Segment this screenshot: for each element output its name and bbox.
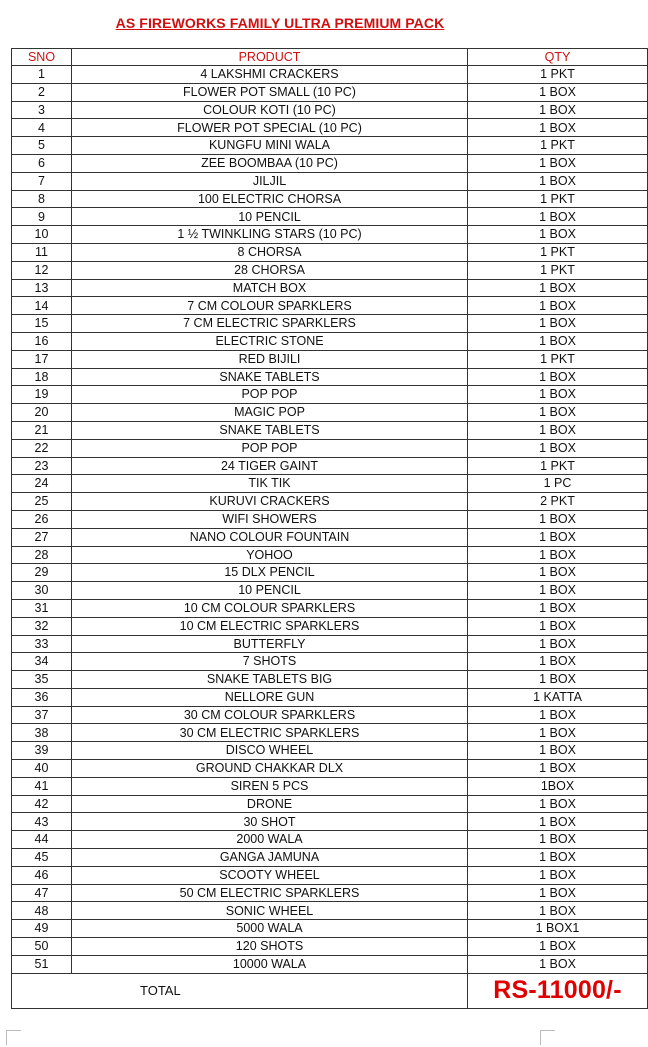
cell-sno: 36 bbox=[12, 688, 72, 706]
cell-qty: 1BOX bbox=[468, 777, 648, 795]
cell-qty: 1 BOX bbox=[468, 172, 648, 190]
cell-qty: 1 BOX bbox=[468, 315, 648, 333]
cell-product: YOHOO bbox=[72, 546, 468, 564]
cell-product: DISCO WHEEL bbox=[72, 742, 468, 760]
cell-qty: 1 PKT bbox=[468, 261, 648, 279]
cell-qty: 1 BOX bbox=[468, 279, 648, 297]
table-row bbox=[12, 279, 648, 297]
cell-product: SNAKE TABLETS bbox=[72, 368, 468, 386]
table-row bbox=[12, 564, 648, 582]
cell-product: 8 CHORSA bbox=[72, 243, 468, 261]
cell-sno: 30 bbox=[12, 582, 72, 600]
table-row bbox=[12, 831, 648, 849]
cell-qty: 1 PKT bbox=[468, 457, 648, 475]
cell-qty: 1 BOX bbox=[468, 582, 648, 600]
cell-sno: 18 bbox=[12, 368, 72, 386]
cell-qty: 1 BOX bbox=[468, 404, 648, 422]
table-row bbox=[12, 528, 648, 546]
table-row bbox=[12, 795, 648, 813]
cell-sno: 1 bbox=[12, 66, 72, 84]
cell-product: 15 DLX PENCIL bbox=[72, 564, 468, 582]
cell-product: KUNGFU MINI WALA bbox=[72, 137, 468, 155]
cell-sno: 32 bbox=[12, 617, 72, 635]
table-row bbox=[12, 439, 648, 457]
table-row bbox=[12, 350, 648, 368]
total-row bbox=[12, 973, 648, 1008]
cell-qty: 2 PKT bbox=[468, 493, 648, 511]
table-body bbox=[12, 66, 648, 974]
cell-product: SONIC WHEEL bbox=[72, 902, 468, 920]
cell-qty: 1 BOX bbox=[468, 902, 648, 920]
cell-sno: 46 bbox=[12, 866, 72, 884]
table-row bbox=[12, 777, 648, 795]
cell-product: GANGA JAMUNA bbox=[72, 849, 468, 867]
cell-qty: 1 BOX bbox=[468, 297, 648, 315]
cell-sno: 50 bbox=[12, 938, 72, 956]
cell-product: POP POP bbox=[72, 439, 468, 457]
table-row bbox=[12, 688, 648, 706]
cell-product: 10 PENCIL bbox=[72, 582, 468, 600]
table-row bbox=[12, 653, 648, 671]
table-row bbox=[12, 546, 648, 564]
cell-qty: 1 BOX bbox=[468, 546, 648, 564]
cell-qty: 1 BOX bbox=[468, 635, 648, 653]
table-row bbox=[12, 510, 648, 528]
cell-qty: 1 BOX bbox=[468, 332, 648, 350]
cell-product: SCOOTY WHEEL bbox=[72, 866, 468, 884]
cell-product: MAGIC POP bbox=[72, 404, 468, 422]
table-row bbox=[12, 760, 648, 778]
cell-qty: 1 BOX bbox=[468, 938, 648, 956]
cell-qty: 1 BOX bbox=[468, 564, 648, 582]
crop-mark-right bbox=[540, 1030, 555, 1045]
cell-sno: 9 bbox=[12, 208, 72, 226]
table-row bbox=[12, 261, 648, 279]
cell-sno: 28 bbox=[12, 546, 72, 564]
cell-sno: 2 bbox=[12, 83, 72, 101]
cell-sno: 15 bbox=[12, 315, 72, 333]
cell-product: 120 SHOTS bbox=[72, 938, 468, 956]
cell-qty: 1 BOX bbox=[468, 617, 648, 635]
table-row bbox=[12, 599, 648, 617]
cell-qty: 1 PKT bbox=[468, 350, 648, 368]
column-header-product: PRODUCT bbox=[72, 49, 468, 66]
cell-product: 4 LAKSHMI CRACKERS bbox=[72, 66, 468, 84]
table-row bbox=[12, 849, 648, 867]
cell-sno: 7 bbox=[12, 172, 72, 190]
cell-qty: 1 PC bbox=[468, 475, 648, 493]
cell-qty: 1 BOX bbox=[468, 510, 648, 528]
cell-product: 10 CM COLOUR SPARKLERS bbox=[72, 599, 468, 617]
cell-product: 10 PENCIL bbox=[72, 208, 468, 226]
cell-sno: 27 bbox=[12, 528, 72, 546]
cell-sno: 40 bbox=[12, 760, 72, 778]
cell-product: DRONE bbox=[72, 795, 468, 813]
cell-qty: 1 BOX bbox=[468, 795, 648, 813]
cell-qty: 1 BOX bbox=[468, 528, 648, 546]
cell-sno: 24 bbox=[12, 475, 72, 493]
cell-qty: 1 BOX bbox=[468, 831, 648, 849]
cell-sno: 13 bbox=[12, 279, 72, 297]
cell-product: 100 ELECTRIC CHORSA bbox=[72, 190, 468, 208]
product-table bbox=[11, 48, 648, 1009]
cell-qty: 1 PKT bbox=[468, 190, 648, 208]
cell-qty: 1 BOX bbox=[468, 119, 648, 137]
cell-sno: 6 bbox=[12, 154, 72, 172]
cell-sno: 44 bbox=[12, 831, 72, 849]
cell-sno: 49 bbox=[12, 920, 72, 938]
total-label: TOTAL bbox=[12, 973, 468, 1008]
table-row bbox=[12, 706, 648, 724]
table-row bbox=[12, 154, 648, 172]
cell-qty: 1 BOX bbox=[468, 226, 648, 244]
cell-product: TIK TIK bbox=[72, 475, 468, 493]
table-row bbox=[12, 315, 648, 333]
cell-sno: 47 bbox=[12, 884, 72, 902]
cell-product: 5000 WALA bbox=[72, 920, 468, 938]
cell-product: 28 CHORSA bbox=[72, 261, 468, 279]
table-row bbox=[12, 172, 648, 190]
cell-qty: 1 PKT bbox=[468, 243, 648, 261]
table-row bbox=[12, 938, 648, 956]
cell-sno: 26 bbox=[12, 510, 72, 528]
cell-qty: 1 PKT bbox=[468, 66, 648, 84]
cell-product: 30 CM ELECTRIC SPARKLERS bbox=[72, 724, 468, 742]
cell-qty: 1 BOX bbox=[468, 599, 648, 617]
table-row bbox=[12, 813, 648, 831]
cell-sno: 10 bbox=[12, 226, 72, 244]
cell-product: COLOUR KOTI (10 PC) bbox=[72, 101, 468, 119]
cell-qty: 1 BOX bbox=[468, 83, 648, 101]
total-amount: RS-11000/- bbox=[468, 973, 648, 1008]
cell-product: 10 CM ELECTRIC SPARKLERS bbox=[72, 617, 468, 635]
cell-product: KURUVI CRACKERS bbox=[72, 493, 468, 511]
cell-sno: 43 bbox=[12, 813, 72, 831]
cell-qty: 1 BOX bbox=[468, 386, 648, 404]
cell-qty: 1 BOX bbox=[468, 955, 648, 973]
table-row bbox=[12, 119, 648, 137]
cell-product: 7 CM ELECTRIC SPARKLERS bbox=[72, 315, 468, 333]
cell-product: ZEE BOOMBAA (10 PC) bbox=[72, 154, 468, 172]
cell-sno: 25 bbox=[12, 493, 72, 511]
cell-qty: 1 BOX bbox=[468, 421, 648, 439]
table-row bbox=[12, 724, 648, 742]
cell-product: FLOWER POT SMALL (10 PC) bbox=[72, 83, 468, 101]
table-row bbox=[12, 297, 648, 315]
table-row bbox=[12, 955, 648, 973]
cell-product: MATCH BOX bbox=[72, 279, 468, 297]
cell-sno: 29 bbox=[12, 564, 72, 582]
table-header-row bbox=[12, 49, 648, 66]
cell-qty: 1 BOX bbox=[468, 760, 648, 778]
table-row bbox=[12, 83, 648, 101]
table-row bbox=[12, 493, 648, 511]
cell-product: ELECTRIC STONE bbox=[72, 332, 468, 350]
cell-product: BUTTERFLY bbox=[72, 635, 468, 653]
cell-sno: 33 bbox=[12, 635, 72, 653]
cell-sno: 31 bbox=[12, 599, 72, 617]
crop-mark-left bbox=[6, 1030, 21, 1045]
table-row bbox=[12, 101, 648, 119]
column-header-sno: SNO bbox=[12, 49, 72, 66]
cell-product: 2000 WALA bbox=[72, 831, 468, 849]
table-row bbox=[12, 671, 648, 689]
table-row bbox=[12, 208, 648, 226]
cell-sno: 38 bbox=[12, 724, 72, 742]
cell-sno: 39 bbox=[12, 742, 72, 760]
cell-product: 24 TIGER GAINT bbox=[72, 457, 468, 475]
table-row bbox=[12, 226, 648, 244]
cell-qty: 1 BOX bbox=[468, 671, 648, 689]
column-header-qty: QTY bbox=[468, 49, 648, 66]
cell-qty: 1 BOX bbox=[468, 724, 648, 742]
table-row bbox=[12, 421, 648, 439]
cell-sno: 20 bbox=[12, 404, 72, 422]
cell-qty: 1 BOX bbox=[468, 653, 648, 671]
table-row bbox=[12, 902, 648, 920]
table-row bbox=[12, 884, 648, 902]
table-row bbox=[12, 190, 648, 208]
cell-sno: 45 bbox=[12, 849, 72, 867]
table-row bbox=[12, 243, 648, 261]
cell-qty: 1 BOX bbox=[468, 208, 648, 226]
cell-qty: 1 BOX bbox=[468, 101, 648, 119]
cell-product: RED BIJILI bbox=[72, 350, 468, 368]
cell-qty: 1 BOX bbox=[468, 439, 648, 457]
table-row bbox=[12, 66, 648, 84]
table-row bbox=[12, 866, 648, 884]
table-row bbox=[12, 332, 648, 350]
cell-sno: 16 bbox=[12, 332, 72, 350]
cell-sno: 8 bbox=[12, 190, 72, 208]
cell-qty: 1 BOX bbox=[468, 849, 648, 867]
cell-product: NANO COLOUR FOUNTAIN bbox=[72, 528, 468, 546]
cell-qty: 1 BOX bbox=[468, 866, 648, 884]
cell-qty: 1 BOX bbox=[468, 368, 648, 386]
cell-product: FLOWER POT SPECIAL (10 PC) bbox=[72, 119, 468, 137]
cell-sno: 48 bbox=[12, 902, 72, 920]
table-row bbox=[12, 137, 648, 155]
cell-product: POP POP bbox=[72, 386, 468, 404]
table-row bbox=[12, 386, 648, 404]
table-row bbox=[12, 742, 648, 760]
cell-sno: 51 bbox=[12, 955, 72, 973]
cell-qty: 1 BOX bbox=[468, 706, 648, 724]
cell-product: 7 SHOTS bbox=[72, 653, 468, 671]
cell-sno: 34 bbox=[12, 653, 72, 671]
cell-product: 7 CM COLOUR SPARKLERS bbox=[72, 297, 468, 315]
cell-product: 50 CM ELECTRIC SPARKLERS bbox=[72, 884, 468, 902]
cell-qty: 1 BOX bbox=[468, 884, 648, 902]
table-row bbox=[12, 617, 648, 635]
cell-product: GROUND CHAKKAR DLX bbox=[72, 760, 468, 778]
cell-sno: 3 bbox=[12, 101, 72, 119]
cell-product: SIREN 5 PCS bbox=[72, 777, 468, 795]
cell-product: 30 SHOT bbox=[72, 813, 468, 831]
cell-product: 1 ½ TWINKLING STARS (10 PC) bbox=[72, 226, 468, 244]
cell-qty: 1 PKT bbox=[468, 137, 648, 155]
cell-product: JILJIL bbox=[72, 172, 468, 190]
cell-sno: 14 bbox=[12, 297, 72, 315]
cell-sno: 42 bbox=[12, 795, 72, 813]
cell-sno: 19 bbox=[12, 386, 72, 404]
cell-product: 30 CM COLOUR SPARKLERS bbox=[72, 706, 468, 724]
cell-sno: 11 bbox=[12, 243, 72, 261]
cell-sno: 12 bbox=[12, 261, 72, 279]
table-row bbox=[12, 635, 648, 653]
cell-product: 10000 WALA bbox=[72, 955, 468, 973]
cell-sno: 35 bbox=[12, 671, 72, 689]
cell-sno: 41 bbox=[12, 777, 72, 795]
cell-product: NELLORE GUN bbox=[72, 688, 468, 706]
table-row bbox=[12, 404, 648, 422]
cell-qty: 1 BOX bbox=[468, 813, 648, 831]
cell-sno: 17 bbox=[12, 350, 72, 368]
cell-sno: 5 bbox=[12, 137, 72, 155]
cell-sno: 22 bbox=[12, 439, 72, 457]
cell-qty: 1 KATTA bbox=[468, 688, 648, 706]
cell-product: SNAKE TABLETS BIG bbox=[72, 671, 468, 689]
cell-product: SNAKE TABLETS bbox=[72, 421, 468, 439]
cell-product: WIFI SHOWERS bbox=[72, 510, 468, 528]
table-row bbox=[12, 368, 648, 386]
cell-qty: 1 BOX bbox=[468, 154, 648, 172]
table-row bbox=[12, 582, 648, 600]
cell-sno: 23 bbox=[12, 457, 72, 475]
table-row bbox=[12, 920, 648, 938]
page-title: AS FIREWORKS FAMILY ULTRA PREMIUM PACK bbox=[115, 15, 445, 31]
cell-qty: 1 BOX1 bbox=[468, 920, 648, 938]
cell-sno: 37 bbox=[12, 706, 72, 724]
table-row bbox=[12, 475, 648, 493]
cell-qty: 1 BOX bbox=[468, 742, 648, 760]
cell-sno: 21 bbox=[12, 421, 72, 439]
table-row bbox=[12, 457, 648, 475]
cell-sno: 4 bbox=[12, 119, 72, 137]
